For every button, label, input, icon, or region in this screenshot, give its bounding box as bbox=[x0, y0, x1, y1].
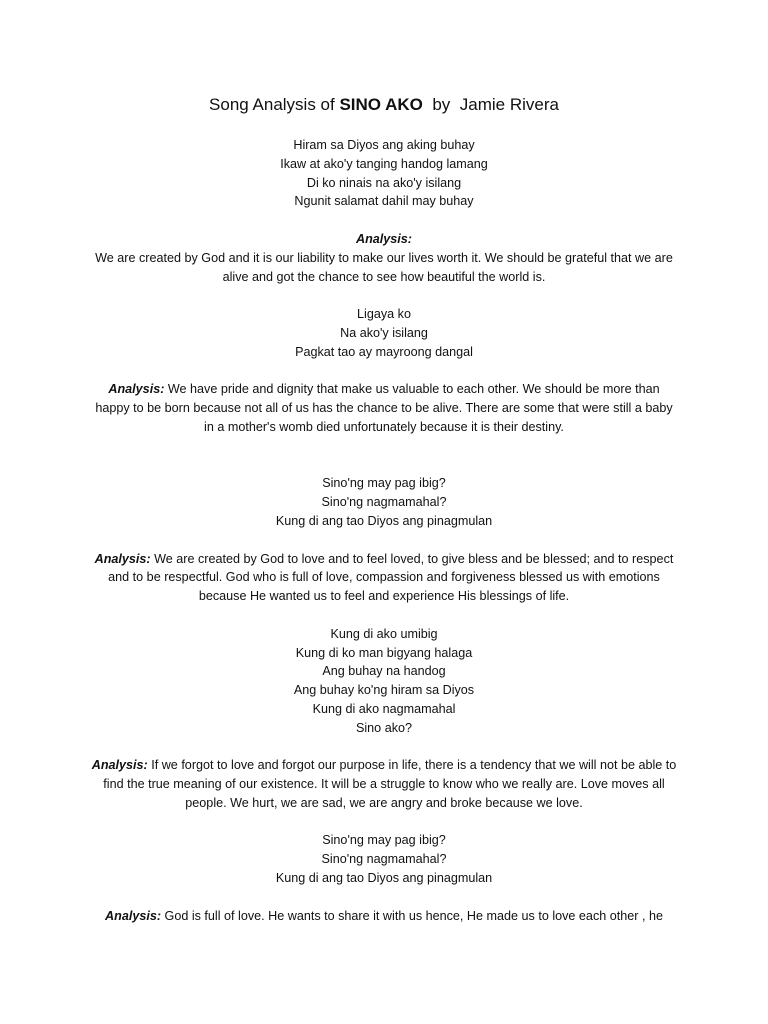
title-song-name: SINO AKO bbox=[339, 95, 423, 114]
analysis-block-3 bbox=[90, 550, 678, 606]
lyric-line: Kung di ako umibig bbox=[330, 626, 438, 641]
analysis-text: We are created by God to love and to feel loved, to give bless and be blessed; and to respect and to be respectful. God who is full of love, compassion and forgiveness blessed us with emotions because He wanted us to feel and experience His blessings of life. bbox=[108, 551, 674, 604]
analysis-label: Analysis: bbox=[94, 551, 155, 566]
lyric-line: Sino ako? bbox=[355, 720, 412, 735]
analysis-block-4 bbox=[90, 756, 678, 812]
lyric-line: Kung di ako nagmamahal bbox=[312, 701, 456, 716]
lyric-line: Ikaw at ako'y tanging handog lamang bbox=[280, 156, 488, 171]
analysis-block-2 bbox=[90, 380, 678, 436]
lyric-line: Ang buhay ko'ng hiram sa Diyos bbox=[293, 683, 475, 698]
analysis-text: If we forgot to love and forgot our purpose in life, there is a tendency that we will not be able to find the true meaning of our existence. It will be a struggle to know who we really are. Love moves all people. We hurt, we are sad, we are angry and broke because we love. bbox=[103, 758, 677, 810]
title-prefix: Song Analysis of bbox=[209, 95, 340, 114]
lyric-line: Ang buhay na handog bbox=[322, 664, 446, 679]
lyric-line: Sino'ng may pag ibig? bbox=[322, 476, 446, 491]
analysis-text: We are created by God and it is our liability to make our lives worth it. We should be grateful that we are alive and got the chance to see how beautiful the world is. bbox=[95, 250, 673, 284]
analysis-label: Analysis: bbox=[91, 758, 152, 773]
analysis-label: Analysis: bbox=[105, 908, 165, 923]
title-middle: by bbox=[422, 95, 460, 114]
lyric-line: Ligaya ko bbox=[357, 307, 411, 322]
lyrics-stanza-1 bbox=[90, 136, 678, 211]
lyric-line: Sino'ng may pag ibig? bbox=[322, 833, 446, 848]
lyric-line: Pagkat tao ay mayroong dangal bbox=[295, 344, 473, 359]
analysis-text: God is full of love. He wants to share it with us hence, He made us to love each other , he bbox=[164, 908, 663, 923]
lyrics-stanza-2 bbox=[90, 305, 678, 361]
analysis-label: Analysis: bbox=[108, 382, 168, 397]
analysis-block-1 bbox=[90, 230, 678, 286]
lyric-line: Di ko ninais na ako'y isilang bbox=[306, 175, 462, 190]
analysis-text: We have pride and dignity that make us valuable to each other. We should be more than happy to be born because not all of us has the chance to be alive. There are some that were still a baby in a mother's womb died unfortunately because it is their destiny. bbox=[95, 382, 673, 434]
analysis-block-5 bbox=[90, 907, 678, 926]
lyrics-stanza-5 bbox=[90, 831, 678, 887]
lyric-line: Ngunit salamat dahil may buhay bbox=[294, 194, 474, 209]
lyric-line: Sino'ng nagmamahal? bbox=[321, 852, 447, 867]
lyric-line: Kung di ang tao Diyos ang pinagmulan bbox=[275, 513, 493, 528]
lyrics-stanza-4 bbox=[90, 625, 678, 738]
lyric-line: Kung di ang tao Diyos ang pinagmulan bbox=[275, 871, 493, 886]
lyric-line: Hiram sa Diyos ang aking buhay bbox=[293, 138, 475, 152]
document-title bbox=[90, 94, 678, 116]
analysis-label: Analysis: bbox=[356, 231, 412, 246]
lyric-line: Sino'ng nagmamahal? bbox=[321, 495, 447, 510]
lyric-line: Na ako'y isilang bbox=[340, 325, 428, 340]
title-artist: Jamie Rivera bbox=[459, 95, 559, 114]
lyric-line: Kung di ko man bigyang halaga bbox=[295, 645, 473, 660]
lyrics-stanza-3 bbox=[90, 474, 678, 530]
